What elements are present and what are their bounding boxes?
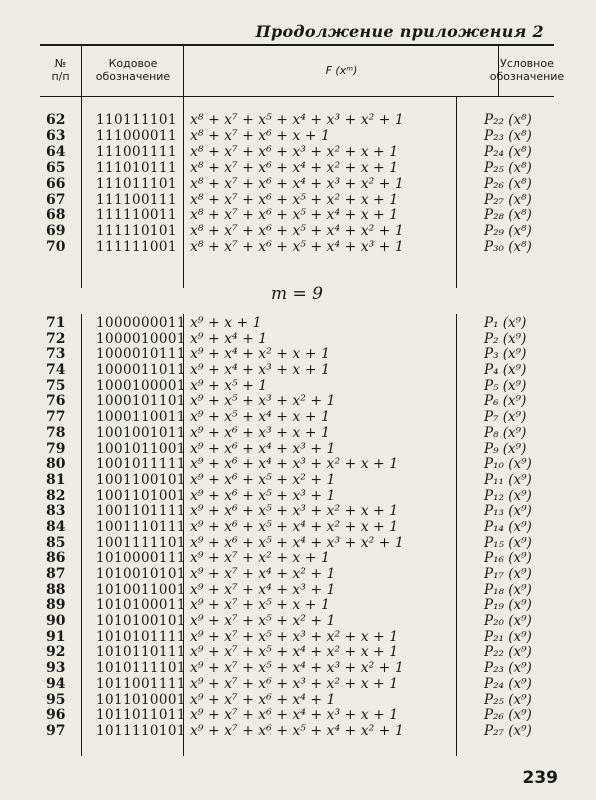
row-designation: P₁₆ (x⁹) [484,550,532,567]
row-polynomial: x⁹ + x⁶ + x⁵ + x³ + 1 [190,487,336,504]
row-polynomial: x⁹ + x⁷ + x⁶ + x⁴ + x³ + x + 1 [190,707,399,724]
table-row [40,489,554,505]
row-polynomial: x⁸ + x⁷ + x⁶ + x + 1 [190,127,330,144]
table-row [40,394,554,410]
column-divider [81,44,82,96]
table-row [40,161,554,177]
row-code: 1001101001 [96,487,186,504]
table-row [40,473,554,489]
row-code: 111100111 [96,191,177,208]
row-code: 1000010001 [96,330,186,347]
row-polynomial: x⁹ + x⁴ + 1 [190,330,268,347]
header-designation-label: Условное обозначение [489,57,565,83]
table-row [40,551,554,567]
table-row [40,614,554,630]
table-row [40,208,554,224]
row-polynomial: x⁸ + x⁷ + x⁶ + x⁵ + x⁴ + x² + 1 [190,223,404,240]
header-number [40,44,81,96]
row-designation: P₁₇ (x⁹) [484,566,532,582]
section-heading-m9: m = 9 [271,284,323,304]
row-number: 88 [46,581,66,598]
row-code: 111110011 [96,207,177,224]
row-designation: P₂₄ (x⁹) [484,675,532,692]
row-code: 1010100011 [96,597,186,614]
row-code: 1011010001 [96,691,186,708]
row-polynomial: x⁹ + x⁷ + x⁶ + x³ + x² + x + 1 [190,675,399,692]
row-number: 64 [46,143,66,160]
table-row [40,145,554,161]
polynomial-table [40,44,565,756]
row-polynomial: x⁹ + x⁶ + x⁵ + x⁴ + x² + x + 1 [190,518,399,535]
row-polynomial: x⁹ + x⁵ + x⁴ + x + 1 [190,409,330,426]
row-number: 70 [46,239,66,256]
row-number: 84 [46,518,66,535]
row-polynomial: x⁹ + x⁷ + x⁶ + x⁵ + x⁴ + x² + 1 [190,722,404,739]
row-number: 90 [46,613,66,630]
row-polynomial: x⁹ + x⁷ + x⁵ + x² + 1 [190,613,336,630]
row-code: 1010010101 [96,566,186,582]
row-designation: P₃₀ (x⁸) [484,239,532,256]
table-row [40,442,554,458]
row-polynomial: x⁹ + x⁷ + x⁵ + x³ + x² + x + 1 [190,628,399,645]
page-number: 239 [522,768,558,788]
header-bottom-rule [40,96,554,97]
row-code: 111110101 [96,223,177,240]
row-polynomial: x⁹ + x⁶ + x³ + x + 1 [190,424,330,441]
row-designation: P₁₃ (x⁹) [484,503,532,520]
row-number: 66 [46,175,66,192]
row-code: 1000100001 [96,377,186,394]
row-number: 83 [46,503,66,520]
row-code: 1010100101 [96,613,186,630]
row-designation: P₁₅ (x⁹) [484,534,532,551]
row-polynomial: x⁹ + x⁷ + x⁵ + x⁴ + x² + x + 1 [190,644,399,661]
table-row [40,193,554,209]
row-designation: P₃ (x⁹) [484,346,527,363]
row-number: 63 [46,127,66,144]
row-polynomial: x⁹ + x⁷ + x² + x + 1 [190,550,330,567]
table-row [40,410,554,426]
header-polynomial-label: F (xᵐ) [325,63,358,77]
row-code: 111111001 [96,239,177,256]
row-number: 87 [46,566,66,582]
row-number: 89 [46,597,66,614]
row-number: 76 [46,393,66,410]
table-row [40,224,554,240]
table-row [40,332,554,348]
row-number: 85 [46,534,66,551]
row-number: 96 [46,707,66,724]
table-body-m9 [40,316,554,740]
row-designation: P₂₀ (x⁹) [484,613,532,630]
row-code: 111011101 [96,175,177,192]
row-number: 95 [46,691,66,708]
row-code: 1001011111 [96,456,186,473]
header-code-label: Кодовое обозначение [95,57,171,83]
table-row [40,457,554,473]
row-polynomial: x⁸ + x⁷ + x⁶ + x⁵ + x² + x + 1 [190,191,399,208]
row-polynomial: x⁹ + x⁷ + x⁵ + x⁴ + x³ + x² + 1 [190,660,404,677]
row-designation: P₂₂ (x⁹) [484,644,532,661]
table-row [40,724,554,740]
row-designation: P₂₆ (x⁸) [484,175,532,192]
row-designation: P₄ (x⁹) [484,362,527,379]
row-number: 91 [46,628,66,645]
row-designation: P₂₂ (x⁸) [484,112,532,128]
row-number: 65 [46,159,66,176]
row-number: 69 [46,223,66,240]
table-row [40,598,554,614]
table-row [40,113,554,129]
row-number: 71 [46,315,66,331]
row-code: 1000010111 [96,346,186,363]
row-designation: P₉ (x⁹) [484,440,527,457]
header-polynomial [185,44,498,96]
row-polynomial: x⁹ + x⁷ + x⁴ + x² + 1 [190,566,336,582]
table-row [40,645,554,661]
row-polynomial: x⁹ + x + 1 [190,315,262,331]
row-code: 1010000111 [96,550,186,567]
row-number: 67 [46,191,66,208]
row-number: 82 [46,487,66,504]
row-designation: P₂₇ (x⁹) [484,722,532,739]
table-row [40,504,554,520]
table-row [40,379,554,395]
row-designation: P₁₄ (x⁹) [484,518,532,535]
row-number: 94 [46,675,66,692]
row-polynomial: x⁹ + x⁶ + x⁵ + x³ + x² + x + 1 [190,503,399,520]
row-code: 1000011011 [96,362,186,379]
row-polynomial: x⁹ + x⁶ + x⁴ + x³ + x² + x + 1 [190,456,399,473]
row-number: 93 [46,660,66,677]
row-number: 80 [46,456,66,473]
row-designation: P₂₃ (x⁹) [484,660,532,677]
row-designation: P₂₅ (x⁸) [484,159,532,176]
table-row [40,363,554,379]
row-number: 81 [46,471,66,488]
row-number: 72 [46,330,66,347]
row-number: 74 [46,362,66,379]
row-polynomial: x⁸ + x⁷ + x⁶ + x⁴ + x² + x + 1 [190,159,399,176]
table-row [40,426,554,442]
row-polynomial: x⁹ + x⁷ + x⁶ + x⁴ + 1 [190,691,336,708]
table-row [40,708,554,724]
running-head: Продолжение приложения 2 [255,22,544,41]
table-row [40,630,554,646]
row-polynomial: x⁸ + x⁷ + x⁶ + x⁵ + x⁴ + x³ + 1 [190,239,404,256]
row-code: 1010101111 [96,628,186,645]
row-polynomial: x⁹ + x⁶ + x⁴ + x³ + 1 [190,440,336,457]
row-code: 1001011001 [96,440,186,457]
row-code: 1010110111 [96,644,186,661]
header-designation [489,44,565,96]
row-designation: P₁ (x⁹) [484,315,527,331]
row-designation: P₅ (x⁹) [484,377,527,394]
row-designation: P₈ (x⁹) [484,424,527,441]
table-row [40,520,554,536]
header-code [83,44,183,96]
row-designation: P₂₃ (x⁸) [484,127,532,144]
row-number: 79 [46,440,66,457]
row-polynomial: x⁹ + x⁶ + x⁵ + x⁴ + x³ + x² + 1 [190,534,404,551]
row-code: 1001110111 [96,518,186,535]
table-row [40,583,554,599]
row-code: 1001100101 [96,471,186,488]
row-number: 78 [46,424,66,441]
row-number: 75 [46,377,66,394]
row-code: 111000011 [96,127,177,144]
row-code: 1000101101 [96,393,186,410]
row-code: 1010011001 [96,581,186,598]
row-number: 97 [46,722,66,739]
row-designation: P₁₁ (x⁹) [484,471,532,488]
table-row [40,536,554,552]
row-polynomial: x⁸ + x⁷ + x⁵ + x⁴ + x³ + x² + 1 [190,112,404,128]
row-polynomial: x⁹ + x⁵ + 1 [190,377,268,394]
row-code: 1011110101 [96,722,186,739]
row-designation: P₇ (x⁹) [484,409,527,426]
row-polynomial: x⁹ + x⁵ + x³ + x² + 1 [190,393,336,410]
row-number: 68 [46,207,66,224]
row-code: 1000000011 [96,315,186,331]
row-designation: P₁₉ (x⁹) [484,597,532,614]
row-code: 1001001011 [96,424,186,441]
row-polynomial: x⁸ + x⁷ + x⁶ + x⁵ + x⁴ + x + 1 [190,207,399,224]
row-code: 1000110011 [96,409,186,426]
row-number: 92 [46,644,66,661]
row-code: 1011011011 [96,707,186,724]
table-row [40,129,554,145]
column-divider [183,44,184,96]
row-polynomial: x⁸ + x⁷ + x⁶ + x³ + x² + x + 1 [190,143,399,160]
row-polynomial: x⁹ + x⁶ + x⁵ + x² + 1 [190,471,336,488]
row-designation: P₂₈ (x⁸) [484,207,532,224]
table-row [40,661,554,677]
row-polynomial: x⁸ + x⁷ + x⁶ + x⁴ + x³ + x² + 1 [190,175,404,192]
table-row [40,177,554,193]
row-designation: P₁₀ (x⁹) [484,456,532,473]
row-code: 111001111 [96,143,177,160]
table-row [40,567,554,583]
row-code: 1001101111 [96,503,186,520]
row-code: 111010111 [96,159,177,176]
row-polynomial: x⁹ + x⁴ + x² + x + 1 [190,346,330,363]
table-row [40,677,554,693]
row-designation: P₂₇ (x⁸) [484,191,532,208]
row-code: 110111101 [96,112,177,128]
table-row [40,693,554,709]
row-polynomial: x⁹ + x⁷ + x⁵ + x + 1 [190,597,330,614]
row-designation: P₁₈ (x⁹) [484,581,532,598]
row-polynomial: x⁹ + x⁴ + x³ + x + 1 [190,362,330,379]
table-body-m8 [40,113,554,256]
row-number: 86 [46,550,66,567]
row-number: 73 [46,346,66,363]
row-designation: P₂₉ (x⁸) [484,223,532,240]
row-code: 1001111101 [96,534,186,551]
table-row [40,347,554,363]
row-designation: P₂₆ (x⁹) [484,707,532,724]
row-designation: P₂ (x⁹) [484,330,527,347]
row-polynomial: x⁹ + x⁷ + x⁴ + x³ + 1 [190,581,336,598]
row-number: 62 [46,112,66,128]
row-designation: P₁₂ (x⁹) [484,487,532,504]
table-row [40,316,554,332]
row-code: 1011001111 [96,675,186,692]
row-designation: P₆ (x⁹) [484,393,527,410]
table-row [40,240,554,256]
row-code: 1010111101 [96,660,186,677]
row-designation: P₂₄ (x⁸) [484,143,532,160]
row-designation: P₂₁ (x⁹) [484,628,532,645]
header-number-label: № п/п [51,57,70,83]
row-designation: P₂₅ (x⁹) [484,691,532,708]
row-number: 77 [46,409,66,426]
